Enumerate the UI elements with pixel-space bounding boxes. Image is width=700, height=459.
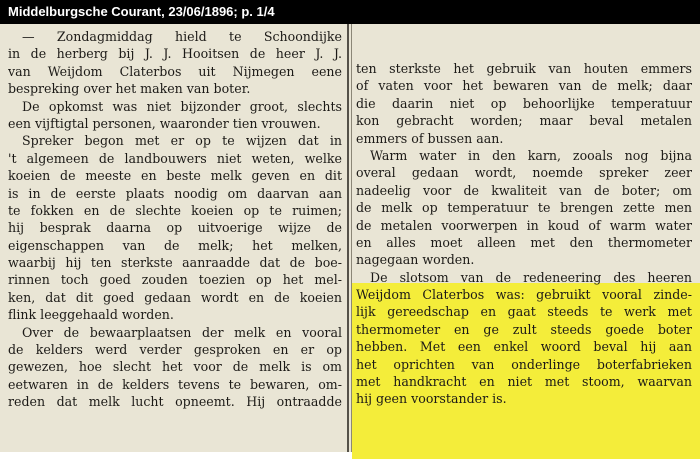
text-line: gewezen, hoe slecht het voor de melk is om xyxy=(8,359,342,375)
text-line: bespreking over het maken van boter. xyxy=(8,81,251,97)
highlighted-text-line: hij geen voorstander is. xyxy=(356,391,507,407)
text-line: 't algemeen de landbouwers niet weten, welke xyxy=(8,150,342,166)
text-line: nagegaan worden. xyxy=(356,252,475,268)
text-line: Warm water in den karn, zooals nog bijna xyxy=(370,147,692,163)
text-line: een vijftigtal personen, waaronder tien vrouwen. xyxy=(8,115,321,131)
text-line: eigenschappen van de melk; het melken, xyxy=(8,237,342,253)
text-line: de kelders werd verder gesproken en er op xyxy=(8,342,342,358)
text-line: rinnen toch goed zouden toezien op het mel- xyxy=(8,272,342,288)
text-line: in de herberg bij J. J. Hooitsen de heer J. J. xyxy=(8,46,342,62)
text-line: De opkomst was niet bijzonder groot, slechts xyxy=(22,98,342,114)
highlighted-text-line: thermometer en ge zult steeds goede boter xyxy=(356,321,692,337)
text-line: hij besprak daarna op uitvoerige wijze de xyxy=(8,220,342,236)
column-divider xyxy=(347,24,349,452)
text-line: waarbij hij ten sterkste aanraadde dat de boe- xyxy=(8,255,342,271)
text-line: van Weijdom Claterbos uit Nijmegen eene xyxy=(8,63,342,79)
highlighted-text-line: Weijdom Claterbos was: gebruikt vooral zinde- xyxy=(356,287,692,303)
text-line: ken, dat dit goed gedaan wordt en de koeien xyxy=(8,289,342,305)
highlighted-text-line: lijk gereedschap en gaat steeds te werk met xyxy=(356,304,692,320)
text-line: is in de eerste plaats noodig om daarvan aan xyxy=(8,185,342,201)
text-line: of vaten voor het bewaren van de melk; daar xyxy=(356,78,692,94)
text-line: eetwaren in de kelders tevens te bewaren, om- xyxy=(8,376,342,392)
highlighted-text-line: met handkracht en niet met stoom, waarvan xyxy=(356,374,692,390)
text-line: die daarin niet op behoorlijke temperatuur xyxy=(356,95,692,111)
highlighted-text-line: De slotsom van de redeneering des heeren xyxy=(370,269,692,285)
column-divider-inner xyxy=(351,24,352,452)
text-line: overal gedaan wordt, noemde spreker zeer xyxy=(356,165,692,181)
text-line: de melk op temperatuur te brengen zette men xyxy=(356,200,692,216)
text-line: nadeelig voor de kwaliteit van de boter; om xyxy=(356,182,692,198)
newspaper-clipping xyxy=(0,24,700,452)
text-line: Spreker begon met er op te wijzen dat in xyxy=(22,133,342,149)
left-column xyxy=(8,28,342,452)
text-line: reden dat melk lucht opneemt. Hij ontraadde xyxy=(8,394,342,410)
text-line: emmers of bussen aan. xyxy=(356,130,504,146)
text-line: — Zondagmiddag hield te Schoondijke xyxy=(22,29,342,44)
text-line: de metalen voorwerpen in koud of warm water xyxy=(356,217,692,233)
text-line: ten sterkste het gebruik van houten emmers xyxy=(356,61,692,76)
highlighted-text-line: het oprichten van onderlinge boterfabrieken xyxy=(356,356,692,372)
text-line: en alles moet alleen met den thermometer xyxy=(356,234,692,250)
page-title: Middelburgsche Courant, 23/06/1896; p. 1/4 xyxy=(0,0,700,24)
highlighted-text-line: hebben. Met een enkel woord beval hij aan xyxy=(356,339,692,355)
text-line: koeien de meeste en beste melk geven en dit xyxy=(8,168,342,184)
text-line: kon gebracht worden; maar beval metalen xyxy=(356,113,692,129)
text-line: te fokken en de slechte koeien op te ruimen; xyxy=(8,202,342,218)
text-line: flink leeggehaald worden. xyxy=(8,307,174,323)
text-line: Over de bewaarplaatsen der melk en vooral xyxy=(22,324,342,340)
right-column xyxy=(356,60,692,452)
